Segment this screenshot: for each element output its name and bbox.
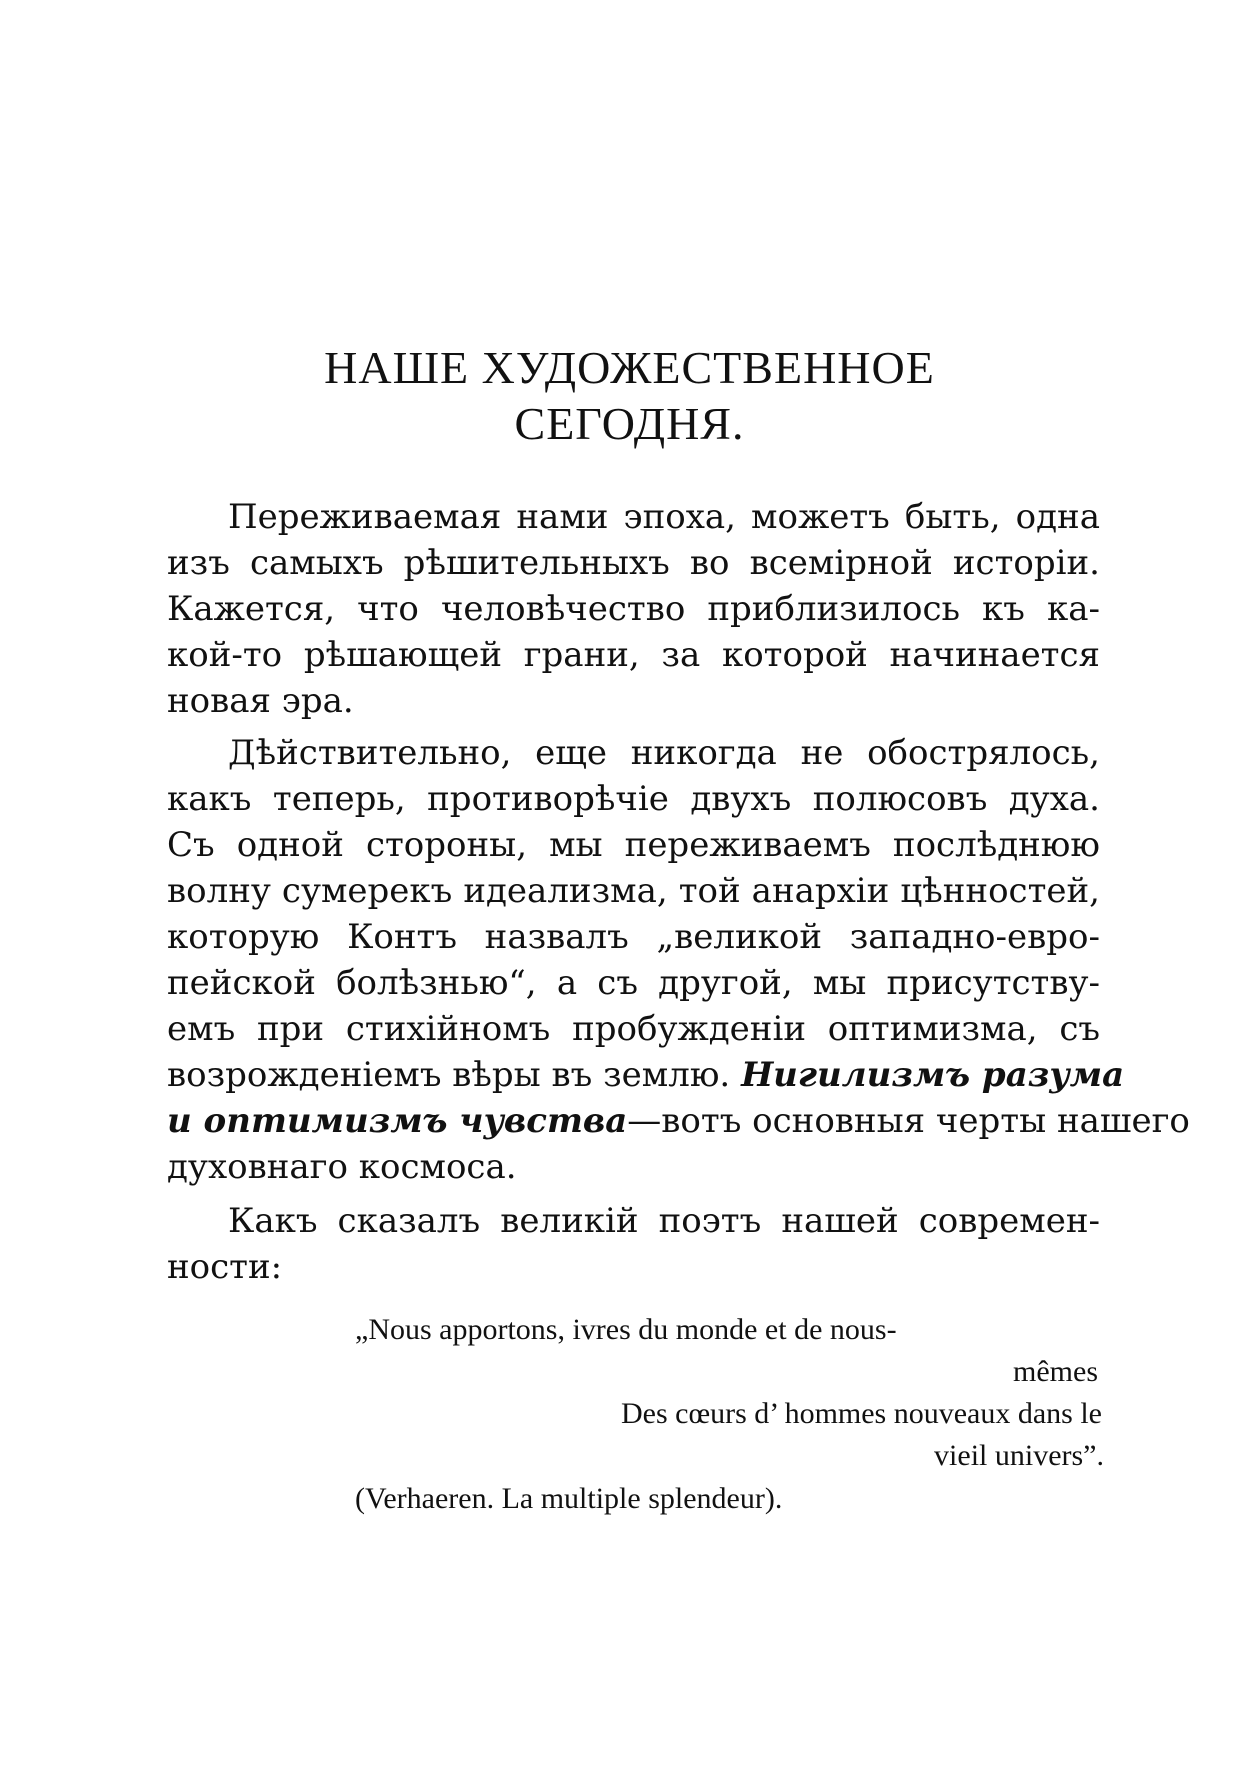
chapter-title-line-1: НАШЕ ХУДОЖЕСТВЕННОЕ [324, 342, 935, 393]
paragraph-2-line-9 [167, 1101, 1190, 1141]
paragraph-1-line-4: кой-то рѣшающей грани, за которой начинается [167, 635, 1100, 675]
quote-line-4: vieil univers”. [934, 1439, 1104, 1472]
quote-line-2: mêmes [1013, 1355, 1098, 1388]
paragraph-3-line-1: Какъ сказалъ великій поэтъ нашей современ- [228, 1201, 1100, 1241]
paragraph-2-line-8 [167, 1055, 1125, 1095]
chapter-title-line-2: СЕГОДНЯ. [514, 398, 745, 449]
paragraph-2-line-3: Съ одной стороны, мы переживаемъ послѣднюю [167, 825, 1100, 865]
paragraph-3-line-2: ности: [167, 1247, 283, 1287]
paragraph-1-line-1: Переживаемая нами эпоха, можетъ быть, одна [228, 497, 1100, 537]
paragraph-2-line-7: емъ при стихійномъ пробужденіи оптимизма, съ [167, 1009, 1100, 1049]
paragraph-2-line-4: волну сумерекъ идеализма, той анархіи цѣнностей, [167, 871, 1100, 911]
paragraph-2-line-6: пейской болѣзнью“, а съ другой, мы присутству- [167, 963, 1100, 1003]
paragraph-2-line-9-plain: —вотъ основныя черты нашего [627, 1101, 1190, 1141]
paragraph-2-line-10: духовнаго космоса. [167, 1147, 517, 1187]
paragraph-1-line-2: изъ самыхъ рѣшительныхъ во всемірной исторіи. [167, 543, 1100, 583]
quote-source: (Verhaeren. La multiple splendeur). [355, 1482, 783, 1515]
paragraph-2-line-5: которую Контъ назвалъ „великой западно-евро- [167, 917, 1100, 957]
paragraph-2-line-2: какъ теперь, противорѣчіе двухъ полюсовъ духа. [167, 779, 1100, 819]
quote-line-1: „Nous apportons, ivres du monde et de nous- [355, 1313, 897, 1346]
paragraph-2-line-9-italic: и оптимизмъ чувства [167, 1101, 628, 1141]
paragraph-2-line-8-plain: возрожденіемъ вѣры въ землю. [167, 1055, 742, 1095]
chapter-title [0, 340, 1259, 452]
paragraph-1-line-3: Кажется, что человѣчество приблизилось къ ка- [167, 589, 1100, 629]
paragraph-2-line-8-italic: Нигилизмъ разума [741, 1055, 1125, 1095]
paragraph-1-line-5: новая эра. [167, 681, 354, 721]
paragraph-2-line-1: Дѣйствительно, еще никогда не обострялось, [228, 733, 1100, 773]
quote-line-3: Des cœurs d’ hommes nouveaux dans le [621, 1397, 1102, 1430]
